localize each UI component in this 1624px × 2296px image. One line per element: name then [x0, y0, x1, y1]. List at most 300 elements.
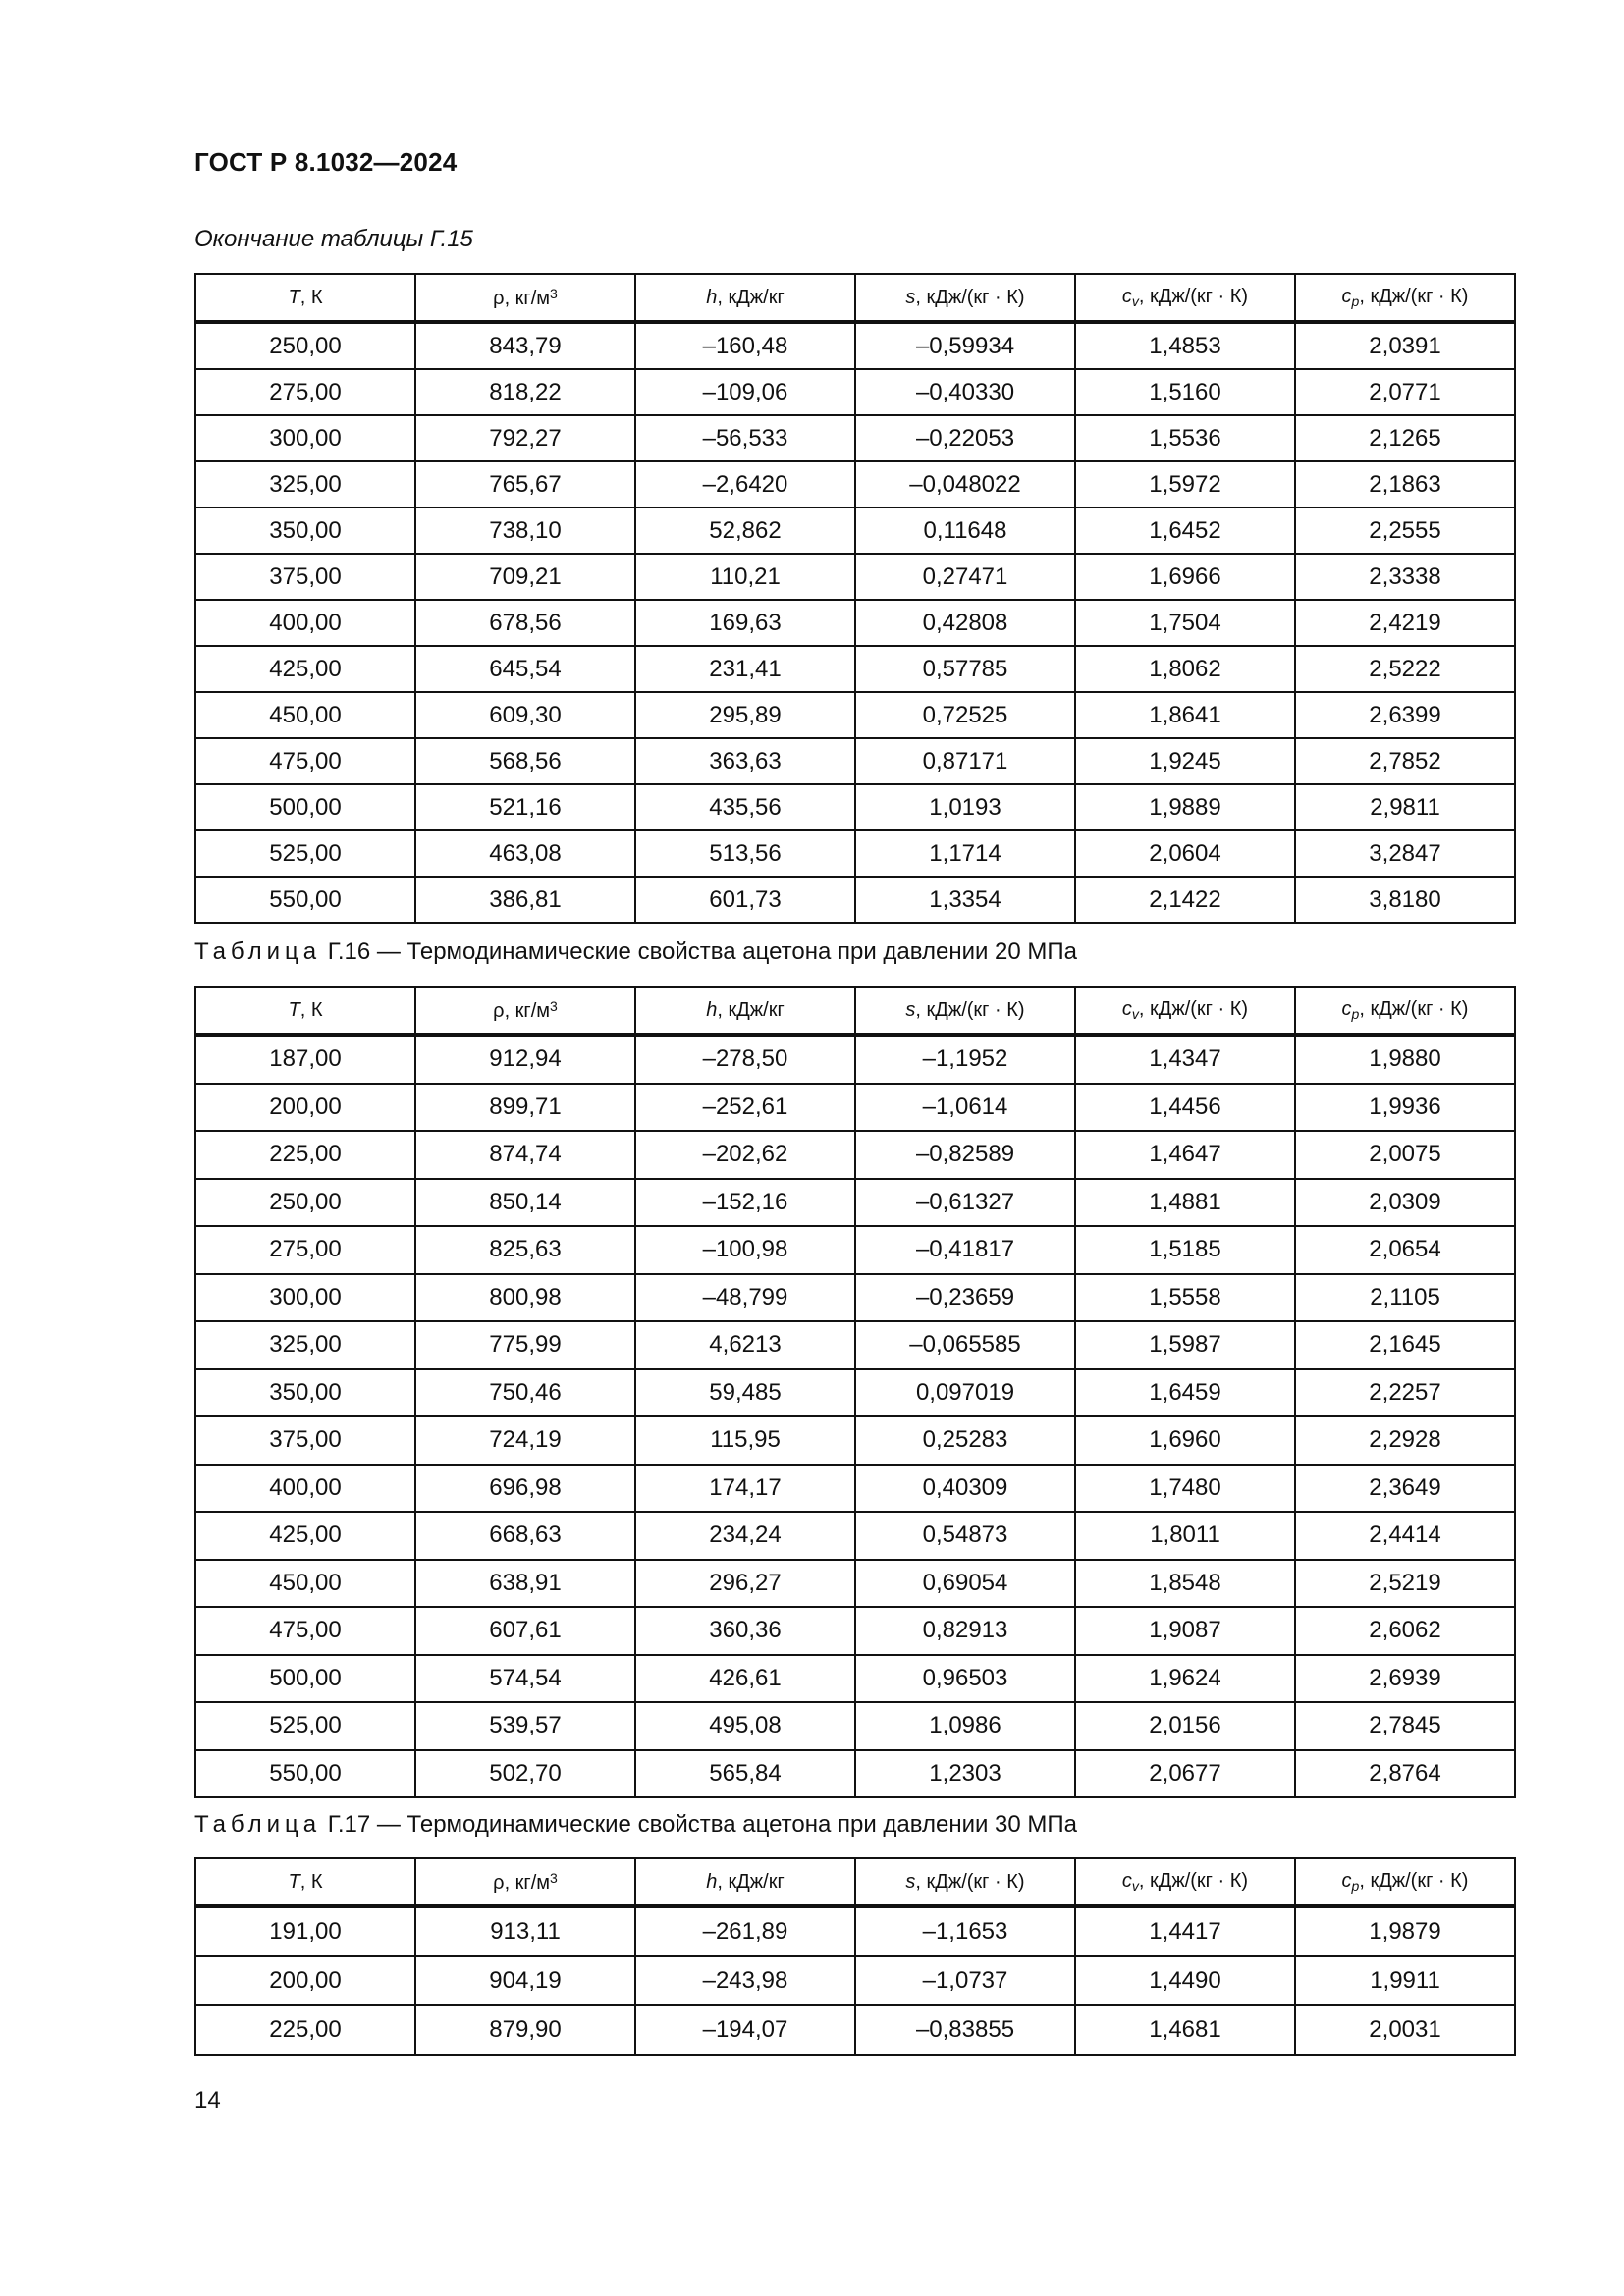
- table-cell: –160,48: [635, 322, 855, 369]
- table-cell: 296,27: [635, 1560, 855, 1608]
- table-g16-body: [195, 1035, 1515, 1797]
- table-g15-header: [195, 274, 1515, 322]
- table-cell: 2,0156: [1075, 1702, 1295, 1750]
- table-cell: 2,2555: [1295, 507, 1515, 554]
- table-cell: 2,3338: [1295, 554, 1515, 600]
- table-cell: 1,8062: [1075, 646, 1295, 692]
- column-symbol: s: [905, 998, 916, 1021]
- table-cell: 2,5219: [1295, 1560, 1515, 1608]
- column-symbol: c: [1341, 1870, 1352, 1892]
- table-cell: 678,56: [415, 600, 635, 646]
- table-cell: –0,61327: [855, 1179, 1075, 1227]
- table-g17-header: [195, 1858, 1515, 1906]
- table-cell: 601,73: [635, 877, 855, 923]
- table-row: [195, 738, 1515, 784]
- column-subscript: v: [1131, 1878, 1139, 1894]
- table-cell: 1,1714: [855, 830, 1075, 877]
- table-g17-caption: [194, 1811, 1077, 1839]
- table-g16-caption-word: Таблица: [194, 938, 322, 965]
- table-row: [195, 1906, 1515, 1956]
- table-row: [195, 830, 1515, 877]
- table-cell: 879,90: [415, 2005, 635, 2055]
- table-cell: 1,0986: [855, 1702, 1075, 1750]
- column-header: [415, 1858, 635, 1906]
- table-cell: 500,00: [195, 1655, 415, 1703]
- column-header: [635, 987, 855, 1035]
- table-cell: 607,61: [415, 1607, 635, 1655]
- table-cell: 250,00: [195, 322, 415, 369]
- table-cell: 1,6459: [1075, 1369, 1295, 1417]
- table-row: [195, 507, 1515, 554]
- table-cell: 2,0075: [1295, 1131, 1515, 1179]
- table-cell: 1,5558: [1075, 1274, 1295, 1322]
- table-cell: 0,40309: [855, 1465, 1075, 1513]
- table-cell: –202,62: [635, 1131, 855, 1179]
- table-cell: 550,00: [195, 1750, 415, 1798]
- table-cell: 300,00: [195, 1274, 415, 1322]
- table-row: [195, 1465, 1515, 1513]
- table-cell: 1,5972: [1075, 461, 1295, 507]
- column-symbol: c: [1341, 998, 1352, 1020]
- table-cell: 2,1863: [1295, 461, 1515, 507]
- table-cell: 0,25283: [855, 1416, 1075, 1465]
- table-cell: 0,72525: [855, 692, 1075, 738]
- table-cell: 539,57: [415, 1702, 635, 1750]
- table-cell: 550,00: [195, 877, 415, 923]
- table-cell: 2,6062: [1295, 1607, 1515, 1655]
- table-cell: 0,42808: [855, 600, 1075, 646]
- table-cell: 295,89: [635, 692, 855, 738]
- table-cell: 250,00: [195, 1179, 415, 1227]
- table-cell: 1,5185: [1075, 1226, 1295, 1274]
- table-cell: 500,00: [195, 784, 415, 830]
- table-row: [195, 554, 1515, 600]
- table-cell: 765,67: [415, 461, 635, 507]
- table-cell: 2,0309: [1295, 1179, 1515, 1227]
- table-cell: 450,00: [195, 1560, 415, 1608]
- table-cell: –1,0614: [855, 1084, 1075, 1132]
- table-cell: 1,6960: [1075, 1416, 1295, 1465]
- table-cell: 360,36: [635, 1607, 855, 1655]
- table-cell: 1,9879: [1295, 1906, 1515, 1956]
- table-cell: 1,4853: [1075, 322, 1295, 369]
- table-cell: 843,79: [415, 322, 635, 369]
- table-row: [195, 1369, 1515, 1417]
- table-cell: 565,84: [635, 1750, 855, 1798]
- column-header: [1075, 274, 1295, 322]
- table-cell: –0,23659: [855, 1274, 1075, 1322]
- column-header: [195, 1858, 415, 1906]
- table-cell: 638,91: [415, 1560, 635, 1608]
- table-cell: 435,56: [635, 784, 855, 830]
- column-unit: , кДж/(кг · К): [1138, 998, 1249, 1020]
- column-subscript: v: [1131, 1006, 1139, 1022]
- table-cell: 0,69054: [855, 1560, 1075, 1608]
- table-cell: 2,0677: [1075, 1750, 1295, 1798]
- column-unit: , К: [299, 998, 323, 1021]
- table-cell: 800,98: [415, 1274, 635, 1322]
- column-symbol: ρ: [493, 999, 505, 1022]
- table-cell: –109,06: [635, 369, 855, 415]
- column-symbol: T: [288, 286, 300, 308]
- table-cell: –2,6420: [635, 461, 855, 507]
- table-cell: 775,99: [415, 1321, 635, 1369]
- table-cell: 1,4881: [1075, 1179, 1295, 1227]
- table-cell: 52,862: [635, 507, 855, 554]
- table-cell: –48,799: [635, 1274, 855, 1322]
- table-cell: 0,11648: [855, 507, 1075, 554]
- table-row: [195, 1702, 1515, 1750]
- table-cell: 425,00: [195, 1512, 415, 1560]
- table-cell: 350,00: [195, 507, 415, 554]
- table-cell: 1,9911: [1295, 1956, 1515, 2005]
- table-cell: 375,00: [195, 554, 415, 600]
- table-cell: 513,56: [635, 830, 855, 877]
- table-cell: 225,00: [195, 1131, 415, 1179]
- table-cell: –243,98: [635, 1956, 855, 2005]
- table-cell: 234,24: [635, 1512, 855, 1560]
- table-g15-body: [195, 322, 1515, 923]
- table-row: [195, 415, 1515, 461]
- table-cell: 2,1265: [1295, 415, 1515, 461]
- table-cell: –0,83855: [855, 2005, 1075, 2055]
- table-g16-caption-text: Г.16 — Термодинамические свойства ацетона при давлении 20 МПа: [321, 938, 1078, 965]
- table-cell: –1,1952: [855, 1035, 1075, 1084]
- table-cell: 2,4414: [1295, 1512, 1515, 1560]
- column-symbol: T: [288, 1870, 300, 1893]
- column-symbol: ρ: [493, 1871, 505, 1894]
- table-row: [195, 1274, 1515, 1322]
- table-cell: 792,27: [415, 415, 635, 461]
- table-cell: 400,00: [195, 600, 415, 646]
- column-unit: , кДж/кг: [717, 1870, 785, 1893]
- column-header: [855, 987, 1075, 1035]
- table-cell: 1,9936: [1295, 1084, 1515, 1132]
- table-cell: 1,3354: [855, 877, 1075, 923]
- table-cell: 912,94: [415, 1035, 635, 1084]
- table-g16-header: [195, 987, 1515, 1035]
- column-unit: , кг/м: [504, 1871, 551, 1894]
- table-cell: 191,00: [195, 1906, 415, 1956]
- table-cell: 275,00: [195, 1226, 415, 1274]
- column-superscript: 3: [550, 285, 558, 301]
- column-header: [1075, 987, 1295, 1035]
- column-unit: , кДж/(кг · К): [1359, 998, 1469, 1020]
- table-cell: 1,4417: [1075, 1906, 1295, 1956]
- table-cell: –100,98: [635, 1226, 855, 1274]
- table-cell: 426,61: [635, 1655, 855, 1703]
- table-cell: 2,2257: [1295, 1369, 1515, 1417]
- column-header: [855, 1858, 1075, 1906]
- column-symbol: c: [1121, 286, 1132, 307]
- table-cell: 818,22: [415, 369, 635, 415]
- table-cell: 2,6399: [1295, 692, 1515, 738]
- table-cell: 115,95: [635, 1416, 855, 1465]
- table-row: [195, 877, 1515, 923]
- column-symbol: c: [1341, 286, 1352, 307]
- table-g17: [194, 1857, 1516, 2056]
- column-unit: , кДж/(кг · К): [1359, 1870, 1469, 1892]
- table-cell: 0,87171: [855, 738, 1075, 784]
- table-cell: 0,27471: [855, 554, 1075, 600]
- column-header: [415, 987, 635, 1035]
- table-cell: 350,00: [195, 1369, 415, 1417]
- column-unit: , кДж/(кг · К): [1359, 286, 1469, 307]
- table-cell: 850,14: [415, 1179, 635, 1227]
- table-row: [195, 1607, 1515, 1655]
- table-cell: 1,4490: [1075, 1956, 1295, 2005]
- column-unit: , К: [299, 1870, 323, 1893]
- table-cell: 904,19: [415, 1956, 635, 2005]
- column-unit: , кДж/(кг · К): [1138, 286, 1249, 307]
- table-cell: 750,46: [415, 1369, 635, 1417]
- table-cell: 425,00: [195, 646, 415, 692]
- table-cell: 2,2928: [1295, 1416, 1515, 1465]
- column-superscript: 3: [550, 997, 558, 1014]
- table-g15-continuation-label: Окончание таблицы Г.15: [194, 226, 473, 252]
- table-row: [195, 1416, 1515, 1465]
- column-subscript: p: [1351, 1878, 1360, 1894]
- table-row: [195, 1750, 1515, 1798]
- table-row: [195, 646, 1515, 692]
- table-cell: 1,8011: [1075, 1512, 1295, 1560]
- column-header: [195, 274, 415, 322]
- table-cell: 300,00: [195, 415, 415, 461]
- table-row: [195, 1956, 1515, 2005]
- column-unit: , кг/м: [504, 999, 551, 1022]
- table-g16-caption: [194, 938, 1077, 966]
- table-cell: 3,8180: [1295, 877, 1515, 923]
- table-cell: 0,57785: [855, 646, 1075, 692]
- table-cell: –0,065585: [855, 1321, 1075, 1369]
- table-row: [195, 1179, 1515, 1227]
- table-cell: 502,70: [415, 1750, 635, 1798]
- table-cell: 375,00: [195, 1416, 415, 1465]
- table-cell: 645,54: [415, 646, 635, 692]
- column-unit: , кг/м: [504, 287, 551, 309]
- header-row: [195, 1858, 1515, 1906]
- column-header: [195, 987, 415, 1035]
- column-header: [415, 274, 635, 322]
- table-cell: 1,7504: [1075, 600, 1295, 646]
- table-cell: 2,0391: [1295, 322, 1515, 369]
- table-cell: 400,00: [195, 1465, 415, 1513]
- table-row: [195, 1084, 1515, 1132]
- table-row: [195, 461, 1515, 507]
- table-cell: 1,8548: [1075, 1560, 1295, 1608]
- table-row: [195, 1131, 1515, 1179]
- table-row: [195, 369, 1515, 415]
- table-row: [195, 1655, 1515, 1703]
- table-cell: 1,4681: [1075, 2005, 1295, 2055]
- table-cell: 1,4347: [1075, 1035, 1295, 1084]
- table-cell: –0,41817: [855, 1226, 1075, 1274]
- table-cell: 696,98: [415, 1465, 635, 1513]
- table-cell: –194,07: [635, 2005, 855, 2055]
- table-cell: 1,9245: [1075, 738, 1295, 784]
- table-g16: [194, 986, 1516, 1798]
- column-subscript: p: [1351, 1006, 1360, 1022]
- column-header: [1295, 1858, 1515, 1906]
- table-cell: 1,6452: [1075, 507, 1295, 554]
- table-cell: 2,1105: [1295, 1274, 1515, 1322]
- column-symbol: T: [288, 998, 300, 1021]
- table-cell: 1,6966: [1075, 554, 1295, 600]
- column-symbol: c: [1121, 1870, 1132, 1892]
- table-cell: 200,00: [195, 1956, 415, 2005]
- table-cell: 1,9087: [1075, 1607, 1295, 1655]
- table-cell: 1,4647: [1075, 1131, 1295, 1179]
- table-row: [195, 692, 1515, 738]
- column-header: [855, 274, 1075, 322]
- table-cell: 2,0654: [1295, 1226, 1515, 1274]
- table-cell: 709,21: [415, 554, 635, 600]
- table-row: [195, 784, 1515, 830]
- table-cell: 174,17: [635, 1465, 855, 1513]
- table-cell: 609,30: [415, 692, 635, 738]
- table-cell: 231,41: [635, 646, 855, 692]
- document-code: ГОСТ Р 8.1032—2024: [194, 147, 458, 177]
- table-cell: 450,00: [195, 692, 415, 738]
- table-cell: 2,4219: [1295, 600, 1515, 646]
- table-cell: 668,63: [415, 1512, 635, 1560]
- table-cell: 1,9880: [1295, 1035, 1515, 1084]
- table-cell: –1,0737: [855, 1956, 1075, 2005]
- table-row: [195, 1035, 1515, 1084]
- table-cell: 1,5536: [1075, 415, 1295, 461]
- column-subscript: v: [1131, 294, 1139, 309]
- table-cell: 2,0604: [1075, 830, 1295, 877]
- table-cell: 825,63: [415, 1226, 635, 1274]
- table-cell: –278,50: [635, 1035, 855, 1084]
- column-unit: , кДж/(кг · К): [915, 998, 1025, 1021]
- table-row: [195, 1560, 1515, 1608]
- table-cell: 2,9811: [1295, 784, 1515, 830]
- table-cell: 913,11: [415, 1906, 635, 1956]
- table-cell: 738,10: [415, 507, 635, 554]
- table-cell: –0,048022: [855, 461, 1075, 507]
- table-cell: 1,7480: [1075, 1465, 1295, 1513]
- table-cell: 1,5987: [1075, 1321, 1295, 1369]
- column-symbol: h: [706, 1870, 718, 1893]
- table-row: [195, 1226, 1515, 1274]
- table-cell: 187,00: [195, 1035, 415, 1084]
- table-cell: 463,08: [415, 830, 635, 877]
- table-cell: 525,00: [195, 1702, 415, 1750]
- column-symbol: h: [706, 286, 718, 308]
- table-cell: –0,82589: [855, 1131, 1075, 1179]
- column-header: [635, 1858, 855, 1906]
- table-cell: 2,7852: [1295, 738, 1515, 784]
- table-cell: 275,00: [195, 369, 415, 415]
- column-unit: , кДж/(кг · К): [1138, 1870, 1249, 1892]
- table-cell: 724,19: [415, 1416, 635, 1465]
- table-cell: 874,74: [415, 1131, 635, 1179]
- column-header: [635, 274, 855, 322]
- table-cell: 899,71: [415, 1084, 635, 1132]
- column-symbol: s: [905, 286, 916, 308]
- column-subscript: p: [1351, 294, 1360, 309]
- table-g17-caption-text: Г.17 — Термодинамические свойства ацетона при давлении 30 МПа: [321, 1811, 1078, 1838]
- table-cell: 1,0193: [855, 784, 1075, 830]
- table-cell: 1,4456: [1075, 1084, 1295, 1132]
- table-cell: 225,00: [195, 2005, 415, 2055]
- column-symbol: h: [706, 998, 718, 1021]
- header-row: [195, 987, 1515, 1035]
- table-cell: 525,00: [195, 830, 415, 877]
- table-cell: 1,2303: [855, 1750, 1075, 1798]
- table-g17-caption-word: Таблица: [194, 1811, 322, 1838]
- page-number: 14: [194, 2087, 221, 2113]
- table-cell: 0,097019: [855, 1369, 1075, 1417]
- table-cell: 4,6213: [635, 1321, 855, 1369]
- table-cell: 2,8764: [1295, 1750, 1515, 1798]
- table-cell: 0,96503: [855, 1655, 1075, 1703]
- table-cell: 169,63: [635, 600, 855, 646]
- table-cell: 0,54873: [855, 1512, 1075, 1560]
- table-row: [195, 322, 1515, 369]
- table-cell: 521,16: [415, 784, 635, 830]
- column-header: [1295, 987, 1515, 1035]
- table-row: [195, 1321, 1515, 1369]
- column-unit: , кДж/(кг · К): [915, 286, 1025, 308]
- table-cell: 386,81: [415, 877, 635, 923]
- table-cell: 2,7845: [1295, 1702, 1515, 1750]
- table-cell: 2,3649: [1295, 1465, 1515, 1513]
- table-cell: 200,00: [195, 1084, 415, 1132]
- column-symbol: s: [905, 1870, 916, 1893]
- table-cell: 110,21: [635, 554, 855, 600]
- table-cell: 0,82913: [855, 1607, 1075, 1655]
- table-cell: 2,5222: [1295, 646, 1515, 692]
- table-cell: –261,89: [635, 1906, 855, 1956]
- column-unit: , кДж/кг: [717, 286, 785, 308]
- table-cell: 2,0771: [1295, 369, 1515, 415]
- table-cell: –0,59934: [855, 322, 1075, 369]
- column-symbol: ρ: [493, 287, 505, 309]
- column-header: [1295, 274, 1515, 322]
- table-cell: 2,1422: [1075, 877, 1295, 923]
- table-cell: 2,0031: [1295, 2005, 1515, 2055]
- table-cell: 363,63: [635, 738, 855, 784]
- column-header: [1075, 1858, 1295, 1906]
- column-unit: , кДж/кг: [717, 998, 785, 1021]
- table-cell: 475,00: [195, 1607, 415, 1655]
- column-superscript: 3: [550, 1869, 558, 1886]
- table-cell: 1,8641: [1075, 692, 1295, 738]
- column-symbol: c: [1121, 998, 1132, 1020]
- table-cell: –1,1653: [855, 1906, 1075, 1956]
- table-cell: 1,9889: [1075, 784, 1295, 830]
- table-cell: 1,9624: [1075, 1655, 1295, 1703]
- table-cell: –252,61: [635, 1084, 855, 1132]
- table-row: [195, 2005, 1515, 2055]
- table-g17-body: [195, 1906, 1515, 2055]
- table-cell: –56,533: [635, 415, 855, 461]
- table-cell: 325,00: [195, 461, 415, 507]
- table-cell: 2,6939: [1295, 1655, 1515, 1703]
- table-cell: 1,5160: [1075, 369, 1295, 415]
- table-cell: 475,00: [195, 738, 415, 784]
- column-unit: , К: [299, 286, 323, 308]
- table-row: [195, 1512, 1515, 1560]
- column-unit: , кДж/(кг · К): [915, 1870, 1025, 1893]
- table-cell: 574,54: [415, 1655, 635, 1703]
- table-row: [195, 600, 1515, 646]
- table-g15: [194, 273, 1516, 924]
- header-row: [195, 274, 1515, 322]
- table-cell: –0,40330: [855, 369, 1075, 415]
